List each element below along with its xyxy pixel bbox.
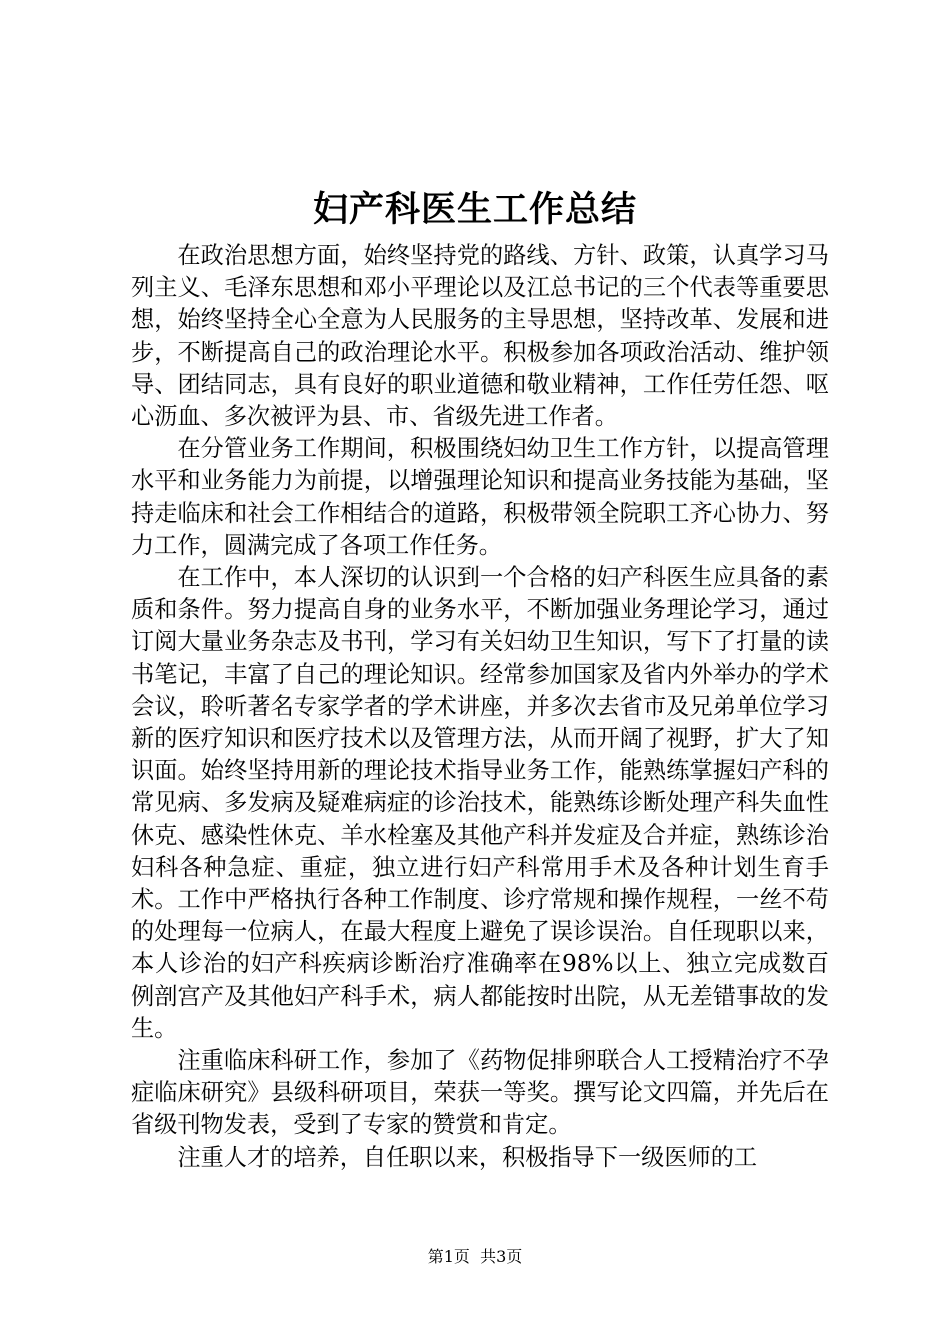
paragraph: 在分管业务工作期间，积极围绕妇幼卫生工作方针，以提高管理水平和业务能力为前提，以增强理论知识和提高业务技能为基础，坚持走临床和社会工作相结合的道路，积极带领全院职工齐心协力、努力工作，圆满完成了各项工作任务。 [131,435,829,559]
paragraph: 注重人才的培养，自任职以来，积极指导下一级医师的工 [177,1143,758,1171]
page-footer: 第1页 共3页 [427,1247,523,1266]
page-title: 妇产科医生工作总结 [312,189,637,230]
paragraph: 注重临床科研工作，参加了《药物促排卵联合人工授精治疗不孕症临床研究》县级科研项目，荣获一等奖。撰写论文四篇，并先后在省级刊物发表，受到了专家的赞赏和肯定。 [131,1047,829,1139]
document-body [131,240,829,1174]
paragraph: 在工作中，本人深切的认识到一个合格的妇产科医生应具备的素质和条件。努力提高自身的业务水平，不断加强业务理论学习，通过订阅大量业务杂志及书刊，学习有关妇幼卫生知识，写下了打量的读书笔记，丰富了自己的理论知识。经常参加国家及省内外举办的学术会议，聆听著名专家学者的学术讲座，并多次去省市及兄弟单位学习新的医疗知识和医疗技术以及管理方法，从而开阔了视野，扩大了知识面。始终坚持用新的理论技术指导业务工作，能熟练掌握妇产科的常见病、多发病及疑难病症的诊治技术，能熟练诊断处理产科失血性休克、感染性休克、羊水栓塞及其他产科并发症及合并症，熟练诊治妇科各种急症、重症，独立进行妇产科常用手术及各种计划生育手术。工作中严格执行各种工作制度、诊疗常规和操作规程，一丝不苟的处理每一位病人，在最大程度上避免了误诊误治。自任现职以来，本人诊治的妇产科疾病诊断治疗准确率在98%以上、独立完成数百例剖宫产及其他妇产科手术，病人都能按时出院，从无差错事故的发生。 [131,564,829,1042]
paragraph: 在政治思想方面，始终坚持党的路线、方针、政策，认真学习马列主义、毛泽东思想和邓小平理论以及江总书记的三个代表等重要思想，始终坚持全心全意为人民服务的主导思想，坚持改革、发展和进步，不断提高自己的政治理论水平。积极参加各项政治活动、维护领导、团结同志，具有良好的职业道德和敬业精神，工作任劳任怨、呕心沥血、多次被评为县、市、省级先进工作者。 [131,242,829,431]
